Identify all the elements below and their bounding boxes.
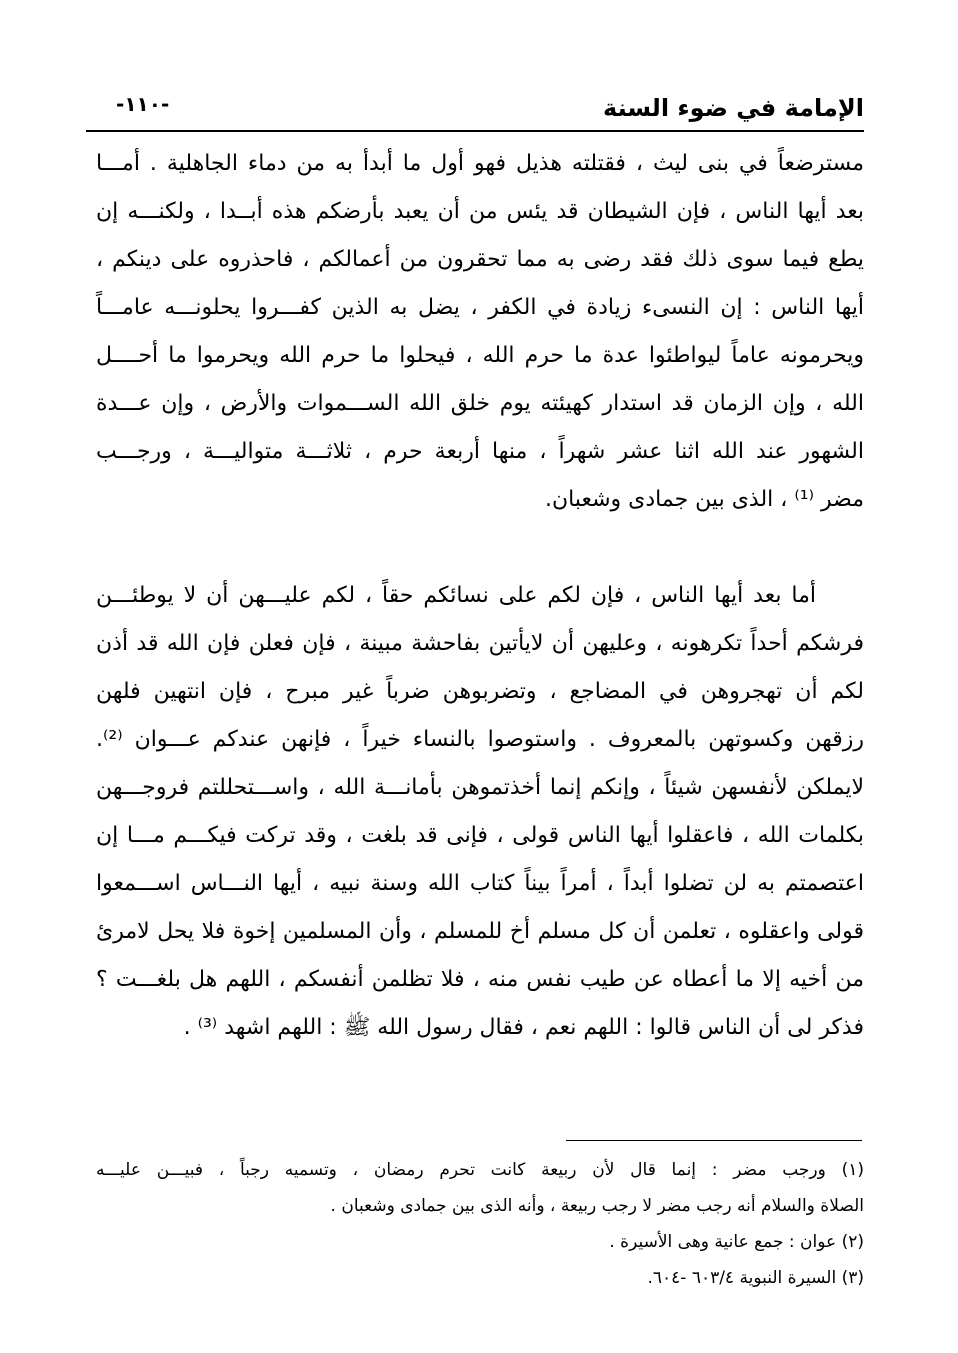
paragraph-1: [96, 140, 864, 524]
footnote-marker: (٣): [841, 1268, 864, 1288]
header-rule: [86, 130, 864, 132]
footnote-text: السيرة النبوية ٦٠٣/٤ -٦٠٤.: [647, 1268, 837, 1288]
text-line: اعتصمتم به لن تضلوا أبداً ، أمراً بيناً كتاب الله وسنة نبيه ، أيها النـــاس اســـمعوا: [96, 871, 864, 896]
text-line: قولى واعقلوه ، تعلمن أن كل مسلم أخ للمسلم ، وأن المسلمين إخوة فلا يحل لامرئ: [96, 919, 864, 944]
text-line: مضر ⁽¹⁾ ، الذى بين جمادى وشعبان.: [545, 487, 864, 512]
text-line: فذكر لى أن الناس قالوا : اللهم نعم ، فقال رسول الله ﷺ : اللهم اشهد ⁽³⁾ .: [183, 1015, 864, 1040]
text-line: ويحرمونه عاماً ليواطئوا عدة ما حرم الله ، فيحلوا ما حرم الله ويحرموا ما أحــــل: [96, 343, 864, 368]
footnote-2: [96, 1224, 864, 1260]
footnote-text: ورجب مضر : إنما قال لأن ربيعة كانت تحرم رمضان ، وتسميه رجباً ، فبيـــن عليـــه: [96, 1160, 826, 1180]
page-number: -١١٠-: [116, 92, 170, 116]
text-line: بكلمات الله ، فاعقلوا أيها الناس قولى ، فإنى قد بلغت ، وقد تركت فيكـــم مـــا إن: [96, 823, 864, 848]
text-line: من أخيه إلا ما أعطاه عن طيب نفس منه ، فلا تظلمن أنفسكم ، اللهم هل بلغـــت ؟: [96, 967, 864, 992]
footnote-marker: (٢): [841, 1232, 864, 1252]
text-line: لايملكن لأنفسهن شيئاً ، وإنكم إنما أخذتموهن بأمانـــة الله ، واســـتحللتم فروجـــهن: [96, 775, 864, 800]
running-title: الإمامة في ضوء السنة: [603, 94, 864, 122]
footnote-3: [96, 1260, 864, 1296]
text-line: أما بعد أيها الناس ، فإن لكم على نسائكم حقاً ، لكم عليـــهن أن لا يوطئـــن: [96, 583, 816, 608]
page-header: [86, 86, 864, 130]
text-line: رزقهن وكسوتهن بالمعروف . واستوصوا بالنساء خيراً ، فإنهن عندكم عـــوان ⁽²⁾.: [96, 727, 864, 752]
footnote-1-continuation: الصلاة والسلام أنه رجب مضر لا رجب ربيعة ، وأنه الذى بين جمادى وشعبان .: [330, 1196, 864, 1216]
footnote-marker: (١): [841, 1160, 864, 1180]
text-line: الشهور عند الله اثنا عشر شهراً ، منها أربعة حرم ، ثلاثـــة متواليـــة ، ورجـــب: [96, 439, 864, 464]
text-line: فرشكم أحداً تكرهونه ، وعليهن أن لايأتين بفاحشة مبينة ، فإن فعلن فإن الله قد أذن: [96, 631, 864, 656]
footnotes: [96, 1152, 864, 1296]
text-line: يطع فيما سوى ذلك فقد رضى به مما تحقرون من أعمالكم ، فاحذروه على دينكم ،: [96, 247, 864, 272]
footnote-text: عوان : جمع عانية وهى الأسيرة .: [609, 1232, 837, 1252]
text-line: بعد أيها الناس ، فإن الشيطان قد يئس من أن يعبد بأرضكم هذه أبــدا ، ولكنـــه إن: [96, 199, 864, 224]
text-line: أيها الناس : إن النسىء زيادة في الكفر ، يضل به الذين كفـــروا يحلونـــه عامـــاً: [96, 295, 864, 320]
footnote-separator: [566, 1140, 862, 1141]
footnote-1: [96, 1152, 864, 1188]
text-line: الله ، وإن الزمان قد استدار كهيئته يوم خلق الله الســـموات والأرض ، وإن عـــدة: [96, 391, 864, 416]
paragraph-2: [96, 572, 864, 1052]
text-line: مسترضعاً في بنى ليث ، فقتلته هذيل فهو أول ما أبدأ به من دماء الجاهلية . أمـــا: [96, 151, 864, 176]
text-line: لكم أن تهجروهن في المضاجع ، وتضربوهن ضرباً غير مبرح ، فإن انتهين فلهن: [96, 679, 864, 704]
